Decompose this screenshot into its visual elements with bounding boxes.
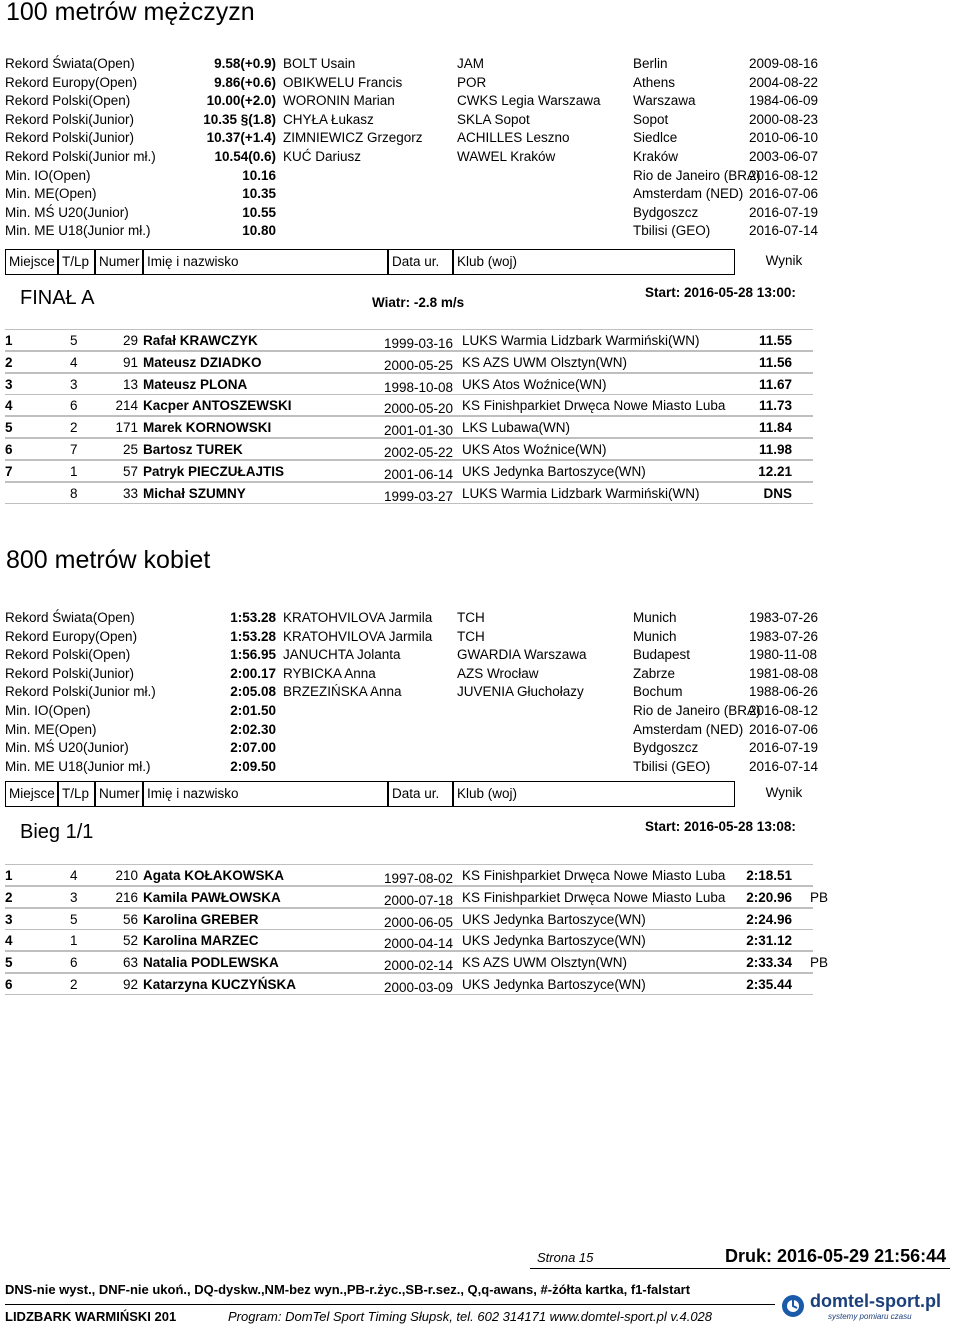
record-result: 10.54(0.6) — [214, 149, 276, 164]
record-result: 10.80 — [242, 223, 276, 239]
record-club — [457, 222, 627, 240]
record-result: 9.58(+0.9) — [214, 56, 276, 71]
result-dob: 2000-03-09 — [384, 980, 454, 995]
result-name: Patryk PIECZUŁAJTIS — [143, 463, 285, 479]
record-label: Rekord Europy(Open) — [5, 74, 138, 90]
result-result: 2:31.12 — [746, 933, 792, 949]
record-label: Min. MŚ U20(Junior) — [5, 740, 129, 756]
record-name: JANUCHTA Jolanta — [283, 647, 401, 663]
column-header-dob: Data ur. — [388, 781, 453, 807]
record-date: 2016-07-14 — [749, 758, 819, 774]
record-place: Zabrze — [633, 665, 676, 681]
result-result: 11.55 — [758, 333, 792, 348]
column-header-name: Imię i nazwisko — [143, 781, 388, 807]
record-place: Kraków — [633, 149, 679, 164]
result-place: 7 — [5, 463, 13, 479]
record-club: WAWEL Kraków — [457, 149, 556, 164]
result-lane: 1 — [70, 933, 78, 949]
result-lane: 3 — [70, 376, 78, 392]
result-bib: 63 — [122, 955, 138, 971]
result-name: Marek KORNOWSKI — [143, 420, 272, 436]
record-place: Berlin — [633, 56, 668, 71]
record-label: Rekord Świata(Open) — [5, 610, 135, 625]
result-bib: 214 — [115, 398, 138, 414]
record-name: OBIKWELU Francis — [283, 74, 403, 90]
record-club: GWARDIA Warszawa — [457, 647, 587, 663]
column-header-place: Miejsce — [5, 249, 58, 275]
result-dob: 1999-03-16 — [384, 336, 454, 351]
result-club: KS AZS UWM Olsztyn(WN) — [462, 354, 627, 370]
result-row — [5, 908, 813, 930]
result-club: LKS Lubawa(WN) — [462, 420, 571, 436]
print-timestamp: Druk: 2016-05-29 21:56:44 — [725, 1246, 947, 1266]
section1-race-title: FINAŁ A — [20, 287, 95, 309]
record-place: Amsterdam (NED) — [633, 186, 744, 202]
result-note — [810, 865, 840, 886]
result-result: 2:24.96 — [746, 911, 792, 927]
result-row — [5, 951, 829, 974]
record-club: CWKS Legia Warszawa — [457, 93, 601, 109]
result-note: PB — [810, 889, 829, 905]
column-header-lane: T/Lp — [58, 249, 95, 275]
result-place: 3 — [5, 911, 13, 927]
record-result: 10.00(+2.0) — [206, 93, 276, 109]
record-result: 2:01.50 — [230, 703, 276, 718]
result-note — [810, 395, 840, 416]
result-dob: 2000-05-25 — [384, 357, 454, 373]
result-result: 11.67 — [758, 376, 792, 392]
record-club — [457, 702, 627, 720]
column-header-name: Imię i nazwisko — [143, 249, 388, 275]
record-name: ZIMNIEWICZ Grzegorz — [283, 130, 423, 146]
record-result: 10.35 — [242, 186, 276, 202]
record-label: Rekord Świata(Open) — [5, 56, 135, 71]
column-header-place: Miejsce — [5, 781, 58, 807]
record-club: POR — [457, 74, 487, 90]
record-result: 10.37(+1.4) — [206, 130, 276, 146]
record-place: Rio de Janeiro (BRA) — [633, 703, 761, 718]
result-lane: 1 — [70, 463, 78, 479]
result-name: Kacper ANTOSZEWSKI — [143, 398, 292, 414]
result-bib: 171 — [115, 420, 138, 436]
record-date: 2016-08-12 — [749, 703, 819, 718]
record-label: Min. MŚ U20(Junior) — [5, 204, 129, 220]
result-row — [5, 886, 829, 908]
record-name — [283, 739, 443, 757]
record-name: KUĆ Dariusz — [283, 149, 362, 164]
record-club: SKLA Sopot — [457, 111, 530, 127]
record-club — [457, 721, 627, 739]
record-result: 10.16 — [242, 167, 276, 183]
record-club: TCH — [457, 610, 485, 625]
result-bib: 29 — [122, 333, 138, 348]
record-place: Bydgoszcz — [633, 740, 699, 756]
result-dob: 2001-06-14 — [384, 466, 454, 482]
result-dob: 2000-07-18 — [384, 892, 454, 908]
section2-title: 800 metrów kobiet — [6, 546, 211, 574]
result-row — [5, 329, 813, 351]
result-dob: 1997-08-02 — [384, 871, 454, 886]
column-header-result: Wynik — [765, 253, 803, 268]
result-note — [810, 974, 840, 995]
result-lane: 5 — [70, 911, 78, 927]
record-date: 2004-08-22 — [749, 74, 819, 90]
record-name: KRATOHVILOVA Jarmila — [283, 628, 433, 644]
record-result: 2:09.50 — [230, 758, 276, 774]
result-note — [810, 483, 840, 504]
column-header-bib: Numer — [95, 249, 143, 275]
result-name: Bartosz TUREK — [143, 442, 243, 457]
result-row — [5, 973, 813, 995]
record-label: Min. ME(Open) — [5, 186, 97, 202]
result-row — [5, 438, 813, 460]
result-lane: 6 — [70, 398, 78, 414]
record-place: Munich — [633, 628, 677, 644]
record-date: 1984-06-09 — [749, 93, 819, 109]
result-row — [5, 373, 813, 395]
result-club: LUKS Warmia Lidzbark Warmiński(WN) — [462, 485, 700, 501]
record-label: Min. ME(Open) — [5, 721, 97, 737]
column-header-bib: Numer — [95, 781, 143, 807]
record-name — [283, 702, 443, 720]
record-club — [457, 758, 627, 776]
result-club: KS Finishparkiet Drwęca Nowe Miasto Luba — [462, 889, 726, 905]
record-club — [457, 739, 627, 757]
result-note — [810, 439, 840, 460]
result-club: UKS Atos Woźnice(WN) — [462, 376, 607, 392]
result-result: 2:33.34 — [746, 955, 792, 971]
record-date: 2016-07-14 — [749, 223, 819, 239]
result-result: 11.56 — [758, 354, 792, 370]
result-lane: 3 — [70, 889, 78, 905]
result-dob: 1999-03-27 — [384, 488, 454, 504]
record-place: Athens — [633, 74, 676, 90]
record-label: Rekord Polski(Junior mł.) — [5, 149, 156, 164]
result-lane: 8 — [70, 485, 78, 501]
result-club: UKS Atos Woźnice(WN) — [462, 442, 607, 457]
record-result: 10.55 — [242, 204, 276, 220]
record-result: 10.35 §(1.8) — [203, 111, 276, 127]
result-result: 11.73 — [758, 398, 792, 414]
record-date: 2003-06-07 — [749, 149, 819, 164]
result-place: 2 — [5, 354, 13, 370]
record-club: JAM — [457, 56, 484, 71]
record-label: Min. IO(Open) — [5, 167, 91, 183]
result-lane: 6 — [70, 955, 78, 971]
column-header-club: Klub (woj) — [453, 781, 735, 807]
record-date: 1980-11-08 — [749, 647, 818, 663]
result-bib: 91 — [122, 354, 138, 370]
record-name: BOLT Usain — [283, 56, 356, 71]
record-place: Rio de Janeiro (BRA) — [633, 167, 761, 183]
record-place: Tbilisi (GEO) — [633, 223, 711, 239]
record-result: 1:53.28 — [230, 610, 276, 625]
result-name: Karolina MARZEC — [143, 933, 259, 949]
result-name: Mateusz PLONA — [143, 376, 248, 392]
record-label: Rekord Polski(Open) — [5, 93, 131, 109]
record-date: 1983-07-26 — [749, 628, 819, 644]
result-place: 4 — [5, 398, 13, 414]
record-place: Amsterdam (NED) — [633, 721, 744, 737]
result-bib: 92 — [122, 977, 138, 992]
record-label: Rekord Europy(Open) — [5, 628, 138, 644]
result-row — [5, 864, 813, 886]
result-dob: 2000-06-05 — [384, 914, 454, 930]
result-place: 4 — [5, 933, 13, 949]
record-name: WORONIN Marian — [283, 93, 395, 109]
domtel-logo — [780, 1289, 955, 1323]
logo-subtext: systemy pomiaru czasu — [828, 1312, 912, 1321]
result-note — [810, 374, 840, 395]
result-dob: 2000-05-20 — [384, 401, 454, 417]
result-lane: 2 — [70, 420, 78, 436]
record-name: KRATOHVILOVA Jarmila — [283, 610, 433, 625]
result-name: Natalia PODLEWSKA — [143, 955, 279, 971]
record-place: Siedlce — [633, 130, 678, 146]
section2-start-time: Start: 2016-05-28 13:08: — [645, 819, 796, 834]
section2-race-title: Bieg 1/1 — [20, 821, 94, 843]
record-date: 2016-08-12 — [749, 167, 819, 183]
record-label: Min. ME U18(Junior mł.) — [5, 223, 151, 239]
section1-start-time: Start: 2016-05-28 13:00: — [645, 285, 796, 300]
record-date: 2009-08-16 — [749, 56, 819, 71]
result-name: Rafał KRAWCZYK — [143, 333, 258, 348]
result-bib: 210 — [115, 868, 138, 883]
record-place: Munich — [633, 610, 677, 625]
footer-divider — [530, 1268, 950, 1269]
record-result: 1:56.95 — [230, 647, 276, 663]
result-row — [5, 351, 813, 373]
record-date: 2010-06-10 — [749, 130, 819, 146]
result-dob: 2001-01-30 — [384, 423, 454, 439]
record-name — [283, 185, 443, 203]
result-club: KS Finishparkiet Drwęca Nowe Miasto Luba — [462, 398, 726, 414]
result-dob: 2002-05-22 — [384, 445, 454, 460]
record-place: Tbilisi (GEO) — [633, 758, 711, 774]
record-name: RYBICKA Anna — [283, 665, 376, 681]
result-lane: 4 — [70, 868, 78, 883]
record-label: Rekord Polski(Open) — [5, 647, 131, 663]
result-lane: 2 — [70, 977, 78, 992]
result-lane: 7 — [70, 442, 78, 457]
section1-title: 100 metrów mężczyzn — [6, 0, 255, 26]
page-number: Strona 15 — [537, 1250, 594, 1265]
record-date: 1981-08-08 — [749, 665, 819, 681]
record-result: 1:53.28 — [230, 628, 276, 644]
result-place: 1 — [5, 333, 13, 348]
result-bib: 52 — [122, 933, 138, 949]
record-date: 2016-07-19 — [749, 740, 819, 756]
result-note — [810, 417, 840, 438]
result-club: LUKS Warmia Lidzbark Warmiński(WN) — [462, 333, 700, 348]
record-place: Warszawa — [633, 93, 696, 109]
result-name: Karolina GREBER — [143, 911, 259, 927]
result-bib: 13 — [122, 376, 138, 392]
record-date: 2016-07-06 — [749, 721, 819, 737]
result-row — [5, 460, 813, 482]
record-label: Min. ME U18(Junior mł.) — [5, 758, 151, 774]
record-result: 2:00.17 — [230, 665, 276, 681]
result-lane: 4 — [70, 354, 78, 370]
record-date: 2000-08-23 — [749, 111, 819, 127]
result-club: UKS Jedynka Bartoszyce(WN) — [462, 911, 646, 927]
footer-program: Program: DomTel Sport Timing Słupsk, tel. 602 314171 www.domtel-sport.pl v.4.028 — [228, 1309, 713, 1324]
result-place: 6 — [5, 977, 13, 992]
record-result: 9.86(+0.6) — [214, 74, 276, 90]
result-name: Kamila PAWŁOWSKA — [143, 889, 281, 905]
record-place: Bochum — [633, 684, 683, 700]
result-name: Mateusz DZIADKO — [143, 354, 262, 370]
record-place: Budapest — [633, 647, 691, 663]
record-name: BRZEZIŃSKA Anna — [283, 684, 402, 700]
result-note — [810, 930, 840, 951]
result-note — [810, 461, 840, 482]
result-result: DNS — [763, 485, 792, 501]
result-place: 2 — [5, 889, 13, 905]
result-row — [5, 482, 813, 504]
record-date: 1983-07-26 — [749, 610, 819, 625]
record-club — [457, 204, 627, 222]
footer-location: LIDZBARK WARMIŃSKI 201 — [5, 1309, 177, 1324]
result-place: 3 — [5, 376, 13, 392]
result-result: 2:20.96 — [746, 889, 792, 905]
record-name — [283, 222, 443, 240]
footer-divider-bottom — [5, 1304, 775, 1305]
column-header-result: Wynik — [765, 785, 803, 800]
result-note — [810, 352, 840, 373]
result-place: 6 — [5, 442, 13, 457]
record-date: 2016-07-19 — [749, 204, 819, 220]
result-club: UKS Jedynka Bartoszyce(WN) — [462, 933, 646, 949]
result-note — [810, 909, 840, 930]
result-dob: 2000-02-14 — [384, 958, 454, 974]
record-date: 2016-07-06 — [749, 186, 819, 202]
result-bib: 25 — [122, 442, 138, 457]
result-dob: 2000-04-14 — [384, 936, 454, 952]
result-row — [5, 394, 813, 416]
result-result: 11.84 — [758, 420, 792, 436]
result-lane: 5 — [70, 333, 78, 348]
result-club: UKS Jedynka Bartoszyce(WN) — [462, 977, 646, 992]
result-result: 2:35.44 — [746, 977, 792, 992]
record-result: 2:05.08 — [230, 684, 276, 700]
result-bib: 216 — [115, 889, 138, 905]
record-place: Bydgoszcz — [633, 204, 699, 220]
result-note: PB — [810, 955, 829, 971]
result-club: KS AZS UWM Olsztyn(WN) — [462, 955, 627, 971]
record-label: Rekord Polski(Junior mł.) — [5, 684, 156, 700]
result-club: KS Finishparkiet Drwęca Nowe Miasto Luba — [462, 868, 726, 883]
result-name: Agata KOŁAKOWSKA — [143, 868, 284, 883]
result-result: 11.98 — [758, 442, 792, 457]
record-club — [457, 185, 627, 203]
record-club: TCH — [457, 628, 485, 644]
result-club: UKS Jedynka Bartoszyce(WN) — [462, 463, 646, 479]
column-header-club: Klub (woj) — [453, 249, 735, 275]
footer-legend: DNS-nie wyst., DNF-nie ukoń., DQ-dyskw.,NM-bez wyn.,PB-r.życ.,SB-r.sez., Q,q-awans, #-żółta kartka, f1-falstart — [5, 1282, 691, 1297]
record-name — [283, 758, 443, 776]
record-name — [283, 204, 443, 222]
record-club: ACHILLES Leszno — [457, 130, 570, 146]
column-header-lane: T/Lp — [58, 781, 95, 807]
record-label: Min. IO(Open) — [5, 703, 91, 718]
section1-wind: Wiatr: -2.8 m/s — [372, 295, 465, 310]
result-name: Katarzyna KUCZYŃSKA — [143, 977, 297, 992]
result-name: Michał SZUMNY — [143, 485, 246, 501]
record-name — [283, 167, 443, 185]
result-place: 1 — [5, 868, 13, 883]
result-place — [5, 483, 45, 504]
result-place: 5 — [5, 420, 13, 436]
logo-text: domtel-sport.pl — [810, 1291, 941, 1311]
result-row — [5, 929, 813, 951]
record-label: Rekord Polski(Junior) — [5, 111, 135, 127]
record-result: 2:07.00 — [230, 740, 276, 756]
record-club: JUVENIA Głuchołazy — [457, 684, 584, 700]
column-header-dob: Data ur. — [388, 249, 453, 275]
result-bib: 57 — [122, 463, 138, 479]
record-name: CHYŁA Łukasz — [283, 111, 374, 127]
record-name — [283, 721, 443, 739]
result-result: 2:18.51 — [746, 868, 792, 883]
result-result: 12.21 — [758, 463, 792, 479]
record-label: Rekord Polski(Junior) — [5, 665, 135, 681]
record-label: Rekord Polski(Junior) — [5, 130, 135, 146]
result-place: 5 — [5, 955, 13, 971]
record-result: 2:02.30 — [230, 721, 276, 737]
result-bib: 33 — [122, 485, 138, 501]
result-row — [5, 416, 813, 438]
record-club: AZS Wrocław — [457, 665, 539, 681]
record-place: Sopot — [633, 111, 669, 127]
result-note — [810, 330, 840, 351]
result-dob: 1998-10-08 — [384, 379, 454, 395]
result-bib: 56 — [122, 911, 138, 927]
record-date: 1988-06-26 — [749, 684, 819, 700]
record-club — [457, 167, 627, 185]
